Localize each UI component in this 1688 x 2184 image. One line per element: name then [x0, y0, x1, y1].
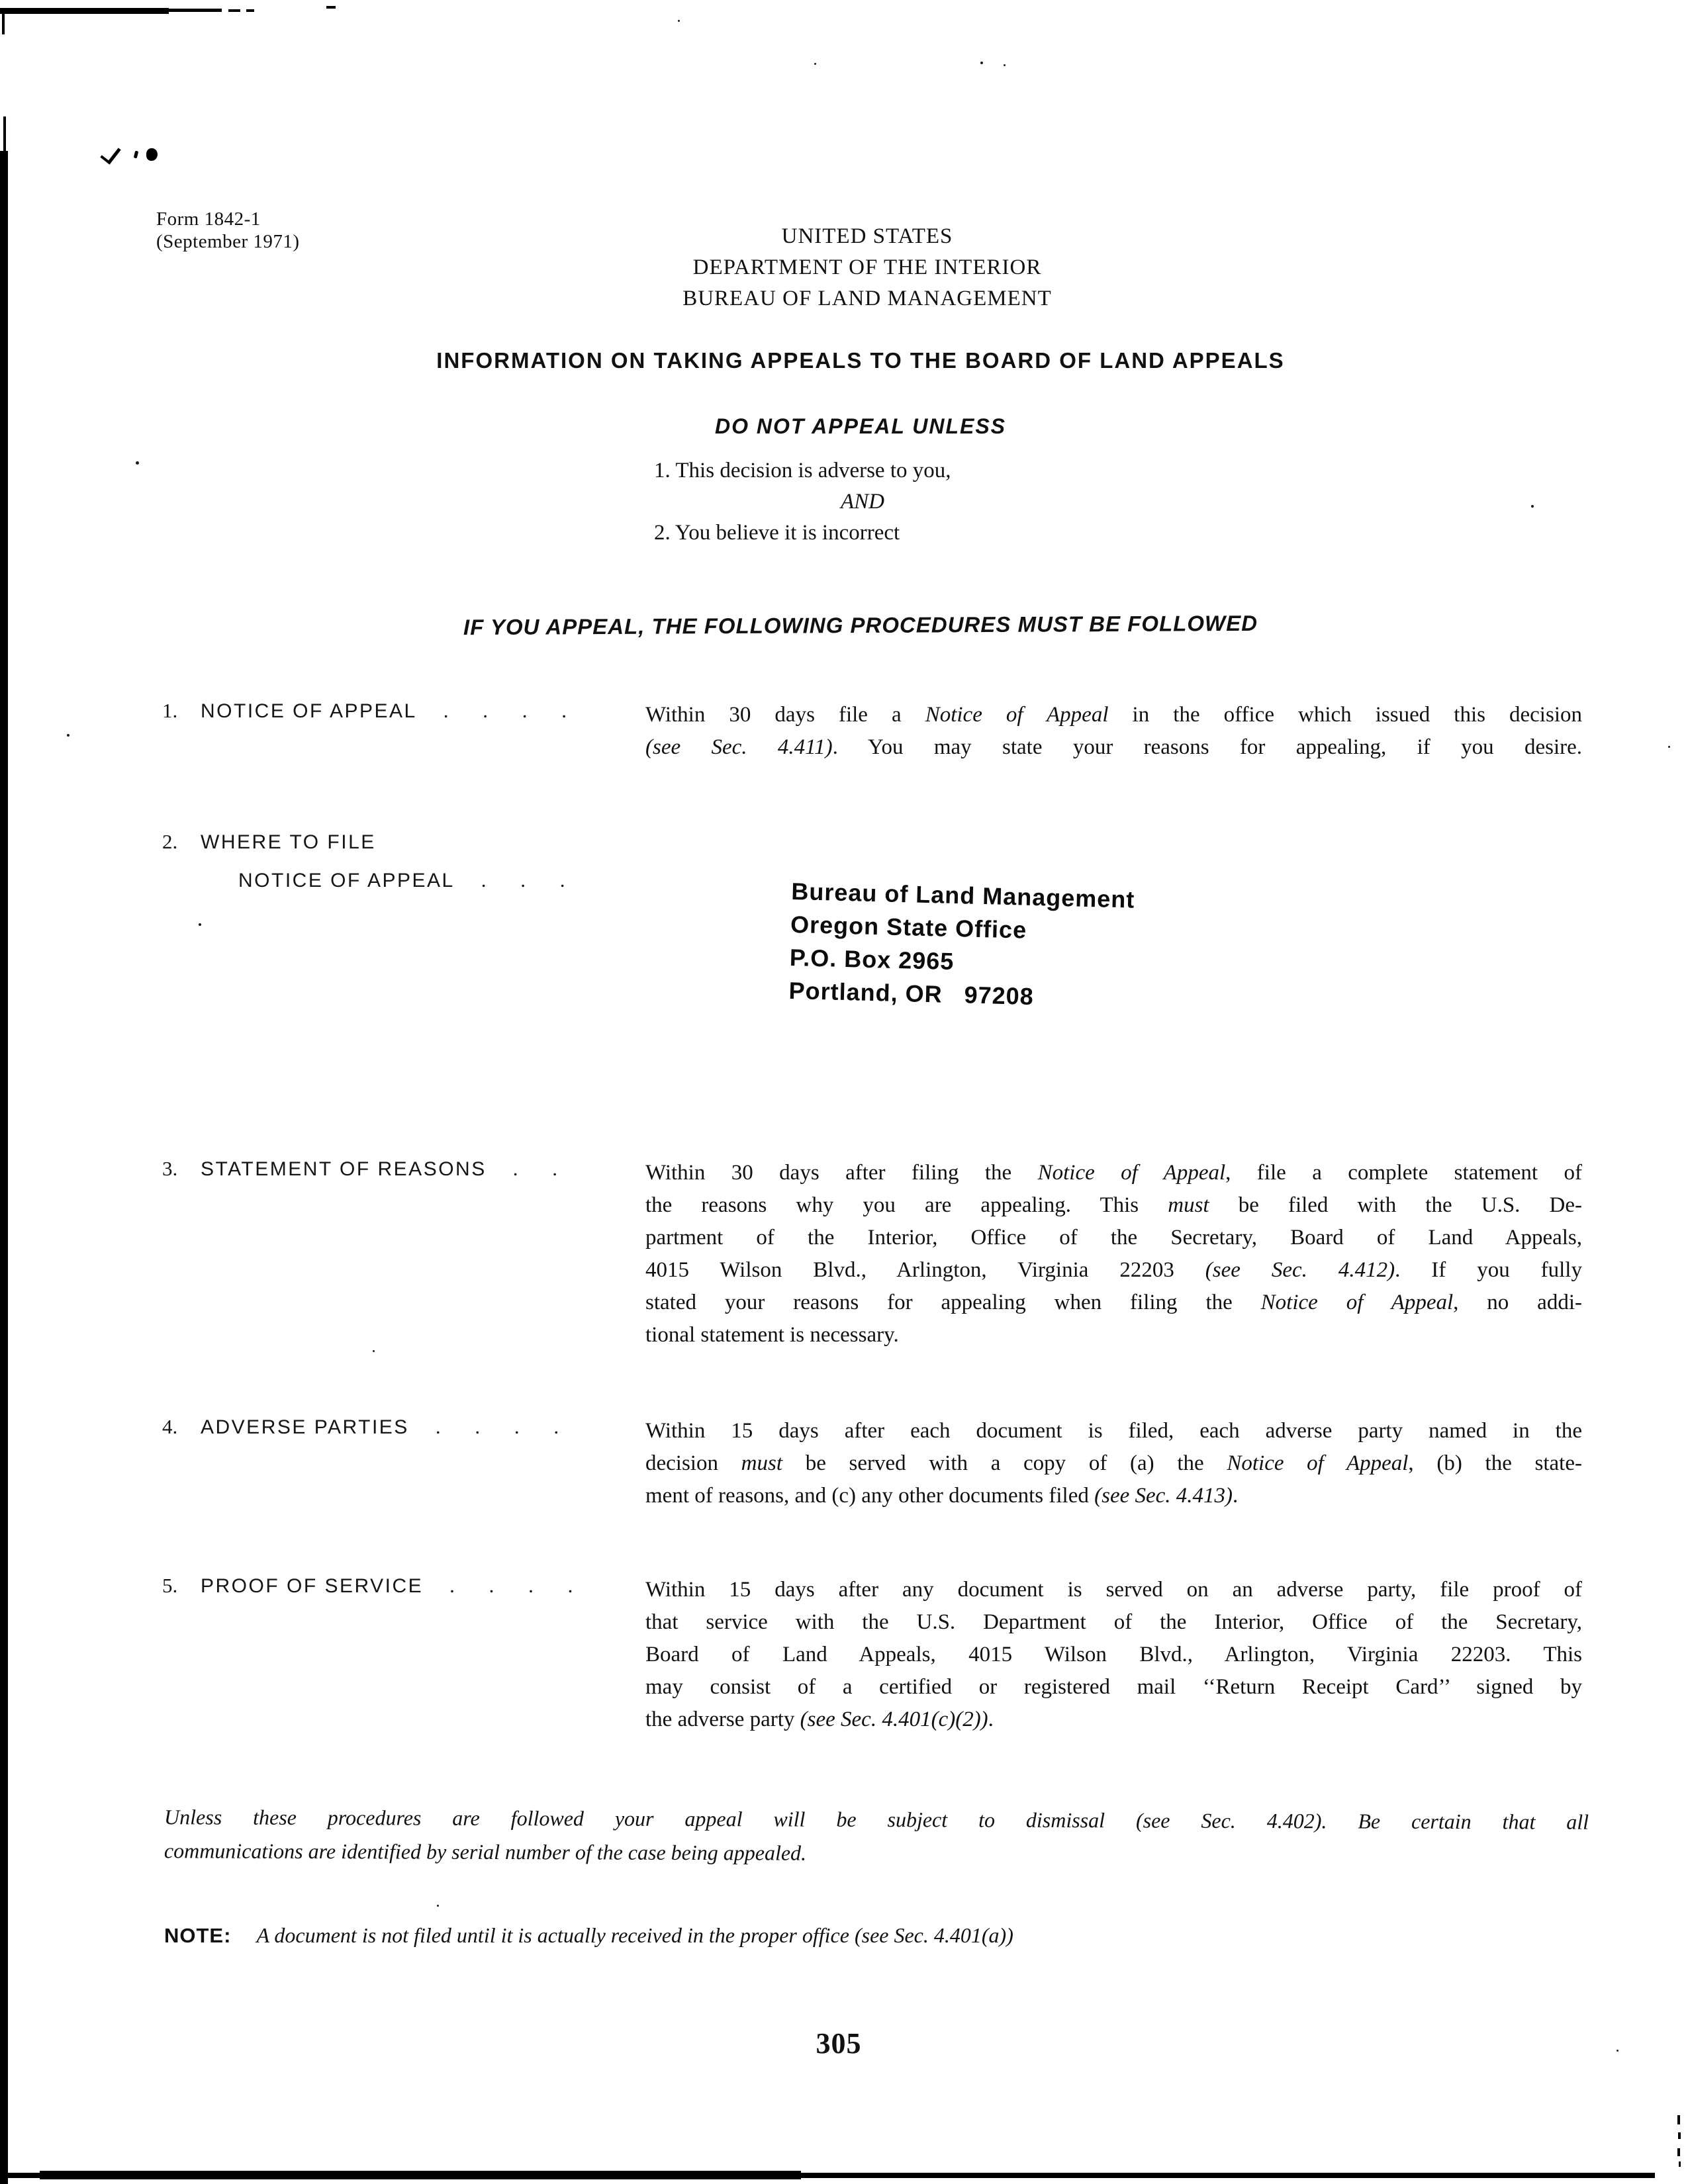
text-line: the reasons why you are appealing. This must be filed with the U.S. De- [645, 1193, 1582, 1217]
text-line: the adverse party (see Sec. 4.401(c)(2)). [645, 1707, 994, 1731]
scan-edge-top-dash [246, 9, 254, 12]
text-line: Within 30 days after filing the Notice of Appeal, file a complete statement of [645, 1161, 1583, 1185]
scan-speck [1668, 746, 1670, 748]
stamp-line: Bureau of Land Management [790, 877, 1135, 913]
dismissal-warning [164, 1800, 1589, 1873]
item-2-number: 2. [162, 830, 178, 853]
stamp-line: Oregon State Office [790, 910, 1027, 944]
scan-edge-top-thin [167, 9, 222, 12]
dot-leader: . . . [481, 868, 565, 891]
text-line: communications are identified by serial number of the case being appealed. [164, 1839, 807, 1865]
warning-condition-2: 2. You believe it is incorrect [654, 521, 900, 545]
item-1-label: NOTICE OF APPEAL [201, 700, 417, 722]
item-4-label-row [162, 1415, 559, 1439]
procedures-heading: IF YOU APPEAL, THE FOLLOWING PROCEDURES MUST BE FOLLOWED [463, 610, 1258, 640]
text-line: decision must be served with a copy of (a) the Notice of Appeal, (b) the state- [645, 1451, 1582, 1475]
scan-speck [980, 62, 983, 64]
scan-speck [678, 20, 680, 22]
scan-edge-right-dash [1677, 2115, 1680, 2124]
warning-heading: DO NOT APPEAL UNLESS [714, 414, 1007, 438]
scan-edge-right-dash [1679, 2161, 1681, 2167]
text-line: ment of reasons, and (c) any other documents filed (see Sec. 4.413). [645, 1484, 1239, 1508]
document-title: INFORMATION ON TAKING APPEALS TO THE BOARD OF LAND APPEALS [436, 348, 1285, 373]
warning-conditions [654, 455, 1071, 549]
scan-edge-top-dash [326, 6, 336, 9]
item-3-number: 3. [162, 1157, 178, 1180]
scan-corner-bracket [2, 8, 5, 34]
text-line: partment of the Interior, Office of the Secretary, Board of Land Appeals, [645, 1226, 1582, 1250]
agency-header [40, 221, 1688, 314]
text-line: Within 15 days after each document is filed, each adverse party named in the [645, 1419, 1582, 1443]
stamp-line: P.O. Box 2965 [789, 943, 955, 976]
text-line: may consist of a certified or registered mail ‘‘Return Receipt Card’’ signed by [645, 1675, 1582, 1699]
ink-blob [146, 148, 158, 161]
item-2-label: WHERE TO FILE [201, 831, 376, 853]
item-1-body [645, 699, 1582, 764]
ink-tick [134, 151, 139, 159]
agency-line-3: BUREAU OF LAND MANAGEMENT [682, 287, 1052, 310]
dot-leader: . . . . [435, 1415, 559, 1438]
form-revision-date: (September 1971) [156, 231, 300, 252]
text-line: 4015 Wilson Blvd., Arlington, Virginia 22203 (see Sec. 4.412). If you fully [645, 1258, 1582, 1282]
item-1-number: 1. [162, 699, 178, 722]
scan-edge-left-thin [3, 116, 6, 154]
text-line: Unless these procedures are followed your appeal will be subject to dismissal (see Sec. 4.402). Be certain that all [164, 1805, 1589, 1834]
item-4-number: 4. [162, 1415, 178, 1438]
item-5-body [645, 1574, 1582, 1736]
scan-speck [67, 734, 70, 737]
text-line: Within 30 days file a Notice of Appeal in the office which issued this decision [645, 703, 1582, 727]
scan-speck [1617, 2050, 1618, 2052]
item-3-label: STATEMENT OF REASONS [201, 1158, 487, 1180]
scan-edge-top-dash [228, 9, 240, 12]
item-2-label-row [162, 830, 376, 854]
dot-leader: . . . . [443, 699, 567, 722]
agency-line-1: UNITED STATES [781, 224, 953, 248]
scan-speck [136, 461, 139, 465]
text-line: Within 15 days after any document is served on an adverse party, file proof of [645, 1578, 1582, 1602]
address-stamp [788, 875, 1135, 1016]
scan-edge-right-dash [1677, 2148, 1680, 2156]
page-number: 305 [816, 2027, 862, 2060]
warning-conjunction: AND [841, 490, 884, 514]
item-5-label-row [162, 1574, 573, 1598]
dot-leader: . . . . [449, 1574, 573, 1597]
form-number: Form 1842-1 [156, 208, 261, 230]
item-4-label: ADVERSE PARTIES [201, 1416, 409, 1438]
text-line: that service with the U.S. Department of the Interior, Office of the Secretary, [645, 1610, 1582, 1634]
text-line: Board of Land Appeals, 4015 Wilson Blvd., Arlington, Virginia 22203. This [645, 1643, 1582, 1666]
note-text: A document is not filed until it is actually received in the proper office (see Sec. 4.401(a)) [256, 1923, 1013, 1947]
item-3-label-row [162, 1157, 557, 1181]
scan-edge-left [0, 151, 8, 2184]
text-line: stated your reasons for appealing when filing the Notice of Appeal, no addi- [645, 1291, 1582, 1314]
text-line: (see Sec. 4.411). You may state your reasons for appealing, if you desire. [645, 735, 1582, 759]
scan-speck [437, 1905, 439, 1907]
warning-condition-1: 1. This decision is adverse to you, [654, 459, 951, 482]
item-3-body [645, 1157, 1582, 1351]
stamp-line: Portland, OR 97208 [788, 976, 1035, 1010]
scan-edge-right-dash [1678, 2132, 1681, 2139]
scan-speck [1004, 64, 1006, 66]
item-2-sublabel: NOTICE OF APPEAL [238, 870, 455, 891]
note-row [164, 1923, 1013, 1948]
text-line: tional statement is necessary. [645, 1323, 899, 1347]
scan-speck [814, 63, 816, 65]
ink-checkmark [100, 142, 120, 164]
scan-edge-top [0, 8, 169, 14]
dot-leader: . . [512, 1157, 557, 1180]
scan-speck [373, 1350, 375, 1352]
note-label: NOTE: [164, 1924, 232, 1947]
agency-line-2: DEPARTMENT OF THE INTERIOR [692, 255, 1042, 279]
item-2-sublabel-row [238, 868, 565, 892]
scan-speck [199, 923, 201, 926]
item-1-label-row [162, 699, 567, 723]
item-4-body [645, 1415, 1582, 1512]
scan-edge-bottom-thick [40, 2171, 801, 2179]
scan-speck [1531, 505, 1534, 508]
item-5-label: PROOF OF SERVICE [201, 1575, 424, 1597]
item-5-number: 5. [162, 1574, 178, 1597]
